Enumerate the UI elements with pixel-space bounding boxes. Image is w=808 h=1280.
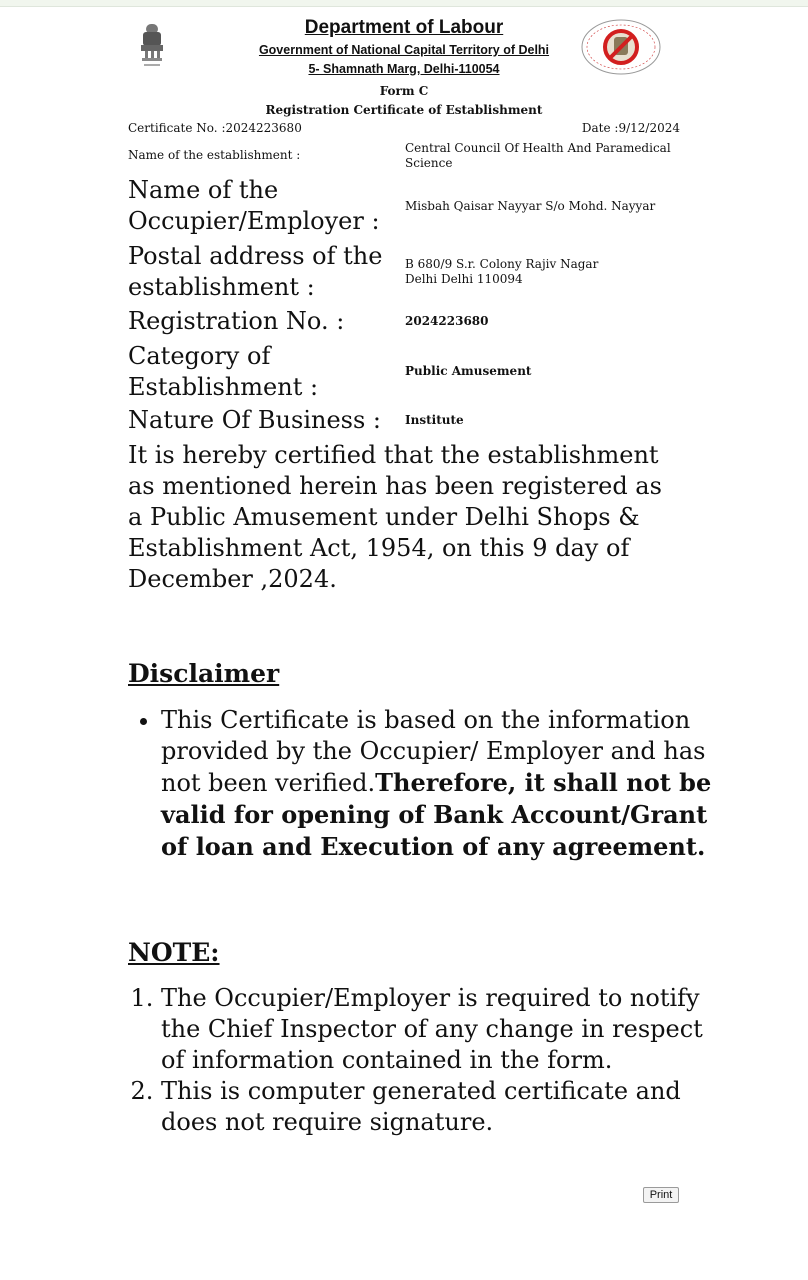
disclaimer-text: This Certificate is based on the information provided by the Occupier/ Employer and has not been verified.: [161, 706, 706, 797]
disclaimer-heading: Disclaimer: [128, 659, 280, 688]
field-label-postal-address: Postal address of the establishment :: [128, 242, 383, 301]
field-value-establishment-name: Central Council Of Health And Paramedical Science: [405, 141, 671, 170]
disclaimer-warning: Therefore, it shall not be valid for opening of Bank Account/Grant of loan and Execution of any agreement.: [161, 768, 712, 861]
certificate-number: Certificate No. :2024223680: [128, 121, 302, 135]
department-address: 5- Shamnath Marg, Delhi-110054: [308, 62, 500, 76]
department-title: Department of Labour: [304, 17, 504, 38]
note-heading: NOTE:: [128, 938, 220, 967]
government-name: Government of National Capital Territory of Delhi: [258, 43, 550, 57]
note-item: 1. The Occupier/Employer is required to notify the Chief Inspector of any change in respect of information contained in the form.: [161, 983, 713, 1076]
field-value-occupier: Misbah Qaisar Nayyar S/o Mohd. Nayyar: [405, 199, 656, 213]
print-button[interactable]: Print: [643, 1187, 679, 1203]
browser-top-band: [0, 0, 808, 7]
field-label-establishment-name: Name of the establishment :: [128, 148, 301, 162]
certificate-date: Date :9/12/2024: [581, 121, 680, 135]
note-item: 2. This is computer generated certificate and does not require signature.: [161, 1076, 713, 1138]
field-value-postal-address-line1: B 680/9 S.r. Colony Rajiv Nagar: [405, 257, 599, 271]
field-label-nature-of-business: Nature Of Business :: [128, 406, 381, 434]
field-label-occupier: Name of the Occupier/Employer :: [128, 176, 380, 235]
field-value-registration-no: 2024223680: [405, 314, 489, 328]
form-name: Form C: [379, 84, 429, 98]
disclaimer-item: [161, 705, 713, 863]
field-value-nature-of-business: Institute: [405, 413, 464, 427]
disclaimer-list: [128, 705, 713, 863]
form-title: Registration Certificate of Establishment: [265, 103, 543, 117]
note-list: [128, 983, 713, 1138]
certification-statement: It is hereby certified that the establishment as mentioned herein has been registered as a Public Amusement under Delhi Shops & Establishment Act, 1954, on this 9 day of December ,2024.: [128, 441, 662, 593]
field-label-registration-no: Registration No. :: [128, 307, 345, 335]
field-label-category: Category of Establishment :: [128, 342, 319, 401]
field-value-postal-address-line2: Delhi Delhi 110094: [405, 272, 523, 286]
field-value-category: Public Amusement: [405, 364, 532, 378]
